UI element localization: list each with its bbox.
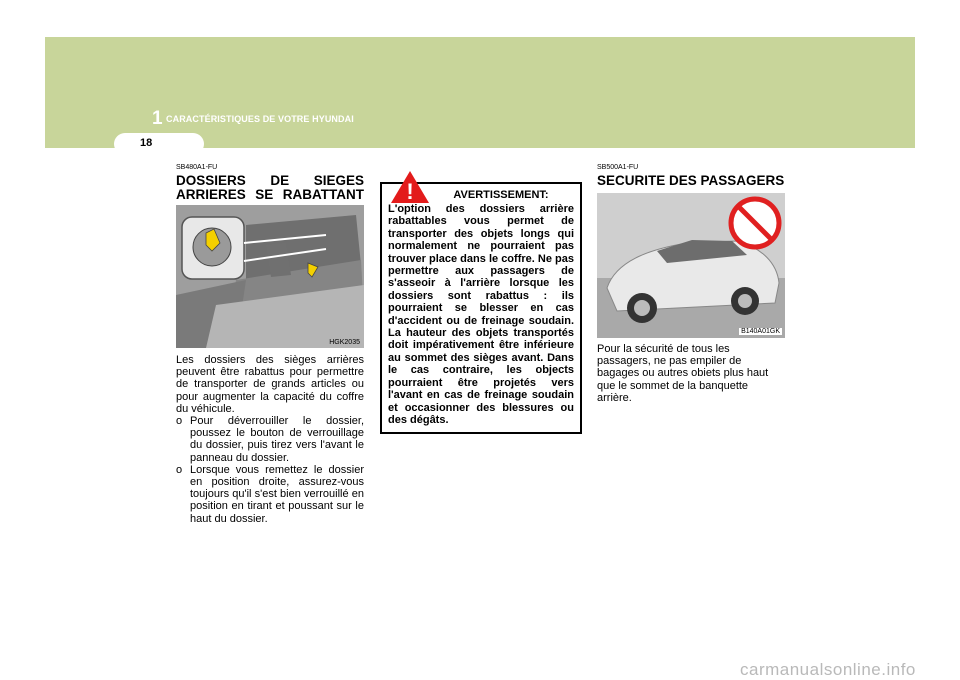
image-label: HGK2035 — [329, 339, 360, 346]
watermark: carmanualsonline.info — [740, 660, 916, 679]
warning-column — [380, 164, 582, 434]
list-item-text: Pour déverrouiller le dossier, poussez le bouton de verrouillage du dossier, puis tirez vers l'avant le panneau du dossier. — [190, 415, 364, 464]
section-code: SB480A1-FU — [176, 164, 218, 171]
image-label: B140A01GK — [741, 328, 780, 335]
intro-paragraph: Les dossiers des sièges arrières peuvent être rabattus pour permettre de transporter de grands articles ou pour augmenter la capacité du coffre du véhicule. — [176, 354, 364, 415]
list-item — [176, 415, 364, 464]
page-number-tab — [114, 133, 204, 155]
section-passenger-safety — [597, 164, 785, 404]
warning-text: L'option des dossiers arrière rabattables vous permet de transporter des objets longs qui normalement ne pourraient pas trouver place dans le coffre. Ne pas permettre aux passagers de s'asseoir à l'arrière lorsque les dossiers sont rabattus : ils pourraient se blesser en cas d'accident ou de freinage soudain. La hauteur des objets transportés doit impérativement être inférieure au sommet des sièges avant. Dans le cas contraire, les objects pourraient être projetés vers l'avant en cas de freinage soudain et occasionner des blessures ou des dégâts. — [388, 203, 574, 426]
section-title: SECURITE DES PASSAGERS — [597, 173, 785, 188]
warning-title: AVERTISSEMENT: — [453, 189, 549, 201]
safety-paragraph: Pour la sécurité de tous les passagers, ne pas empiler de bagages ou autres obiets plus haut que le sommet de la banquette arrière. — [597, 343, 769, 404]
car-photo — [597, 193, 785, 338]
warning-triangle-icon — [390, 170, 430, 204]
bullet-mark: o — [176, 463, 183, 476]
warning-box — [380, 179, 582, 434]
list-item-text: Lorsque vous remettez le dossier en position droite, assurez-vous toujours qu'il s'est bien verrouillé en position en tirant et poussant sur le haut du dossier. — [190, 463, 364, 525]
list-item — [176, 464, 364, 525]
chapter-number: 1 — [152, 108, 163, 129]
chapter-title: CARACTÉRISTIQUES DE VOTRE HYUNDAI — [166, 114, 354, 124]
section-title: DOSSIERS DE SIEGES ARRIERES SE RABATTANT — [176, 173, 364, 202]
car-illustration — [597, 193, 785, 338]
bullet-mark: o — [176, 415, 183, 428]
instruction-list — [176, 415, 364, 525]
header-band — [45, 37, 915, 148]
rear-seat-photo — [176, 205, 364, 348]
page-number: 18 — [140, 137, 153, 149]
section-code: SB500A1-FU — [597, 164, 639, 171]
warning-symbol: ! — [406, 179, 414, 204]
section-seatback — [176, 164, 364, 525]
rear-seat-illustration — [176, 205, 364, 348]
